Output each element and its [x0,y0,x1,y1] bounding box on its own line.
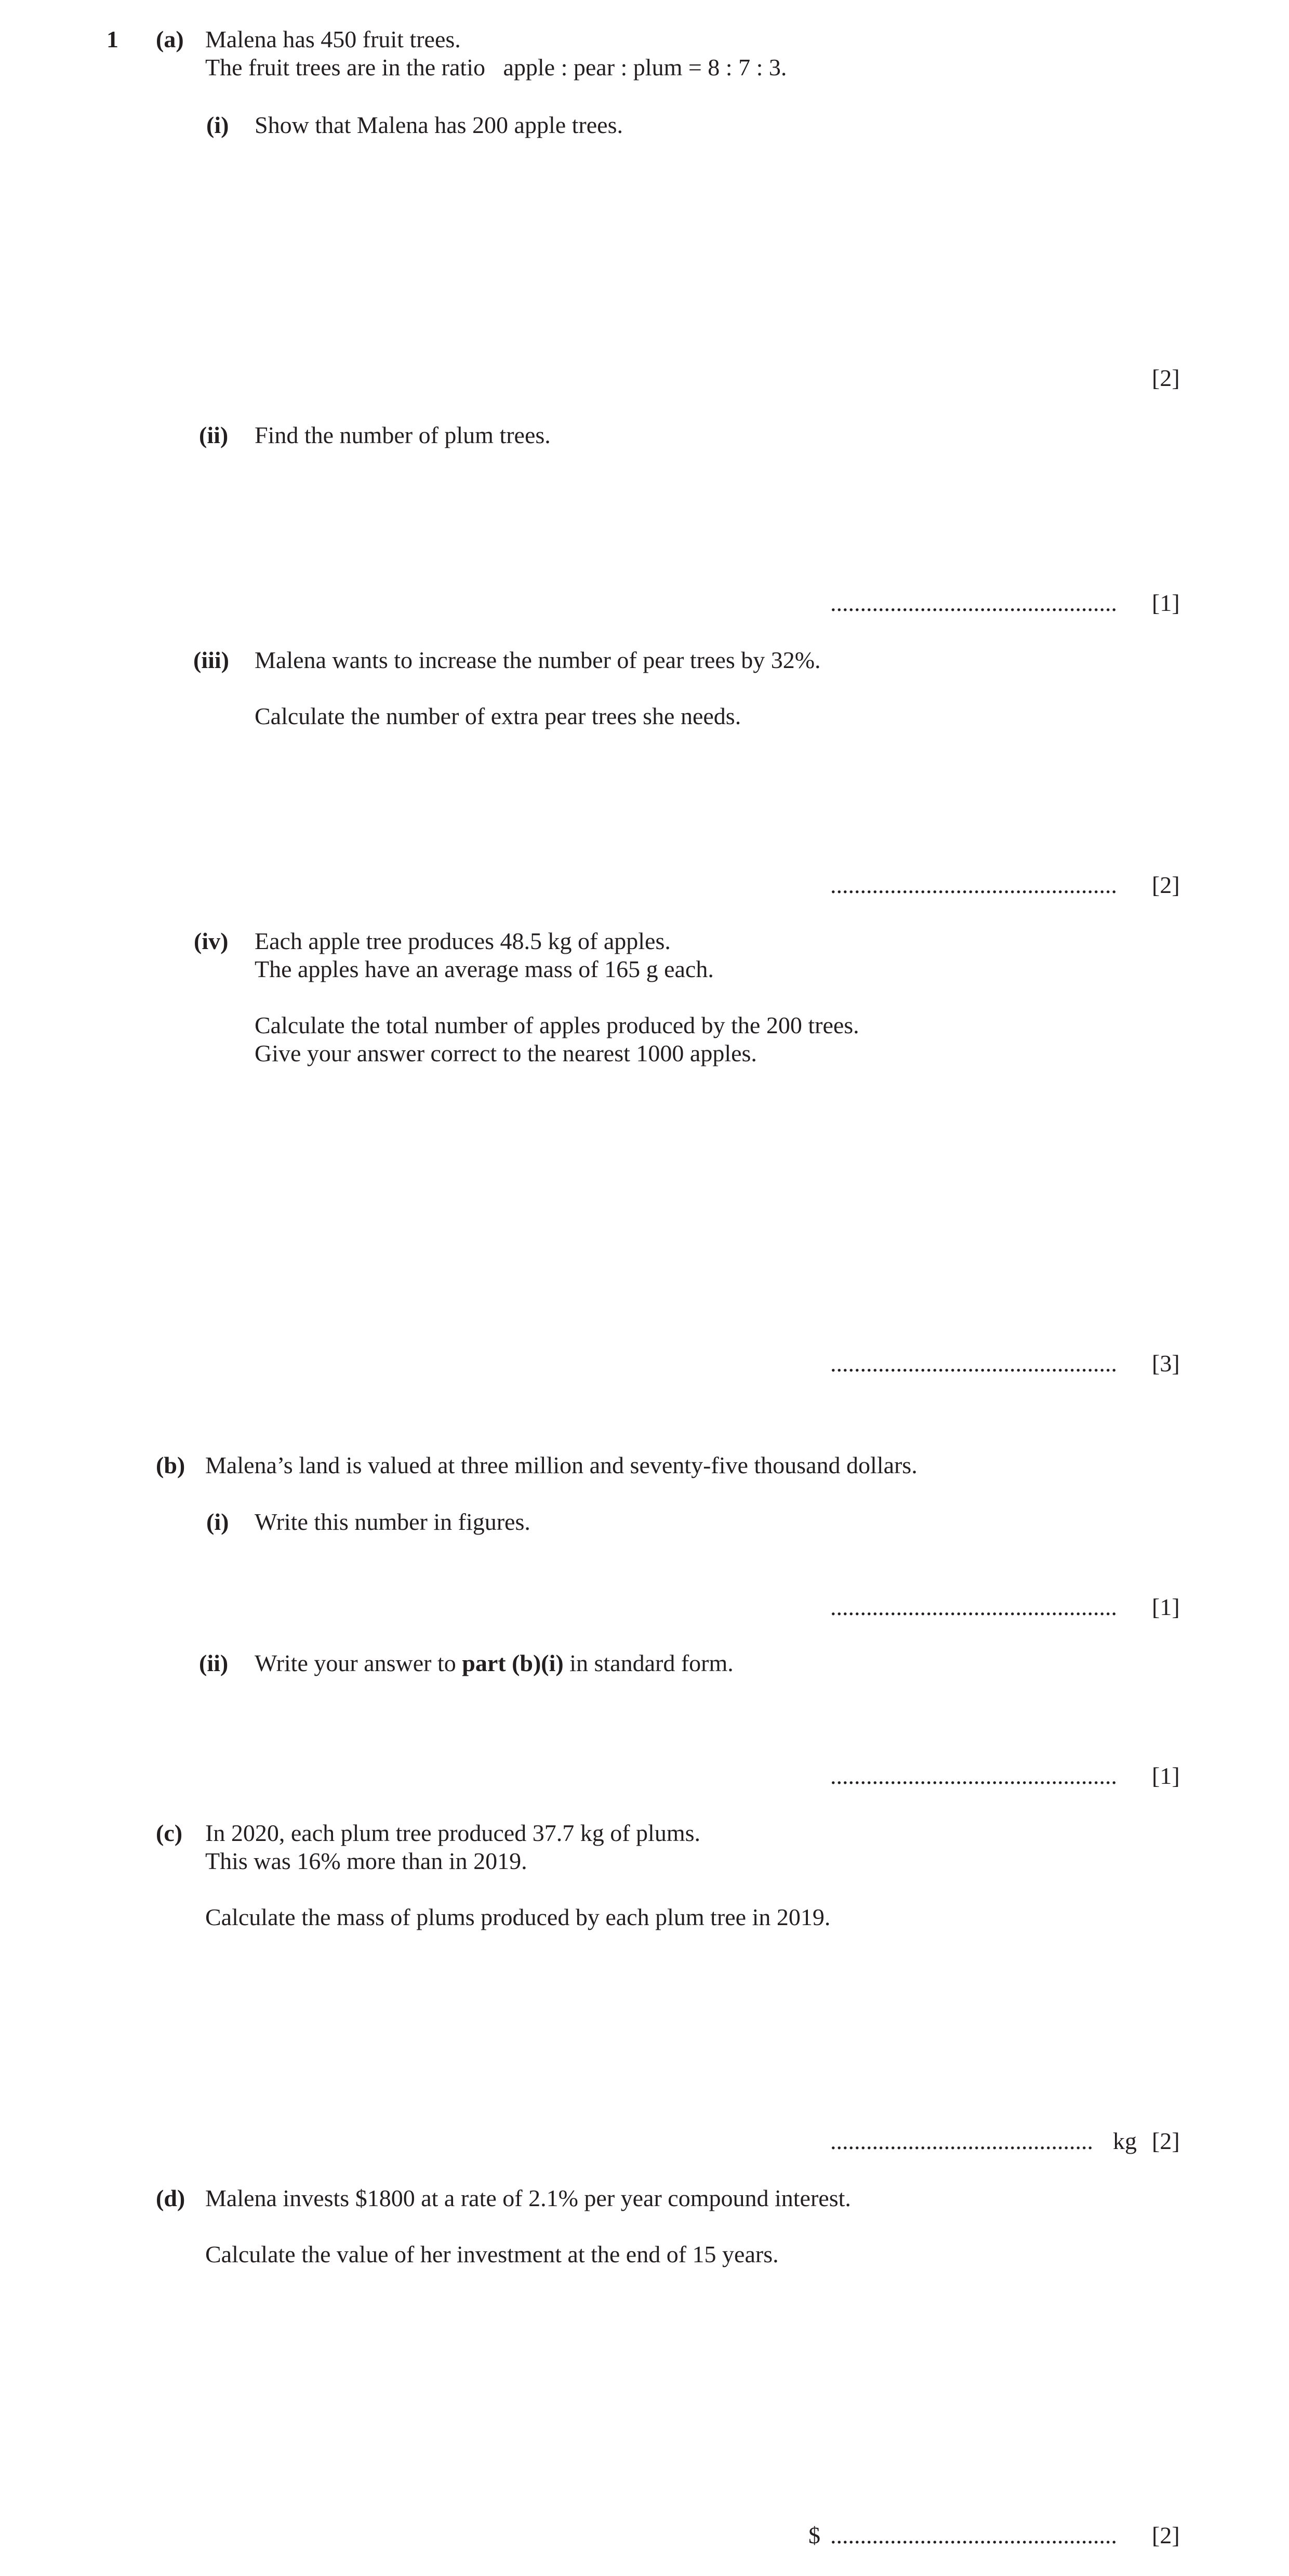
part-a-iv-marks: [3] [1152,1350,1180,1377]
part-c-unit: kg [1113,2128,1137,2154]
part-a-iii-label: (iii) [193,647,229,673]
part-b-ii-label: (ii) [199,1650,229,1676]
part-a-i-text: Show that Malena has 200 apple trees. [255,112,623,138]
part-a-line1: Malena has 450 fruit trees. [205,26,461,52]
part-b-label: (b) [156,1452,185,1478]
part-b-ii-text-bold: part (b)(i) [462,1650,564,1676]
part-a-iii-text2: Calculate the number of extra pear trees she needs. [255,703,741,729]
part-a-iii-answer-line[interactable]: ................................................ [830,872,1117,898]
part-c-marks: [2] [1152,2128,1180,2154]
part-a-ii-text: Find the number of plum trees. [255,422,551,448]
part-a-i-label: (i) [206,112,229,138]
part-a-ii-label: (ii) [199,422,229,448]
part-b-ii-text [255,1649,734,1678]
part-b-i-answer-line[interactable]: ................................................ [830,1594,1117,1620]
part-b-ii-marks: [1] [1152,1763,1180,1789]
part-c-text1: In 2020, each plum tree produced 37.7 kg of plums. [205,1820,700,1846]
part-b-text: Malena’s land is valued at three million and seventy-five thousand dollars. [205,1452,918,1478]
part-c-answer-line[interactable]: ............................................ [830,2128,1093,2154]
part-b-i-marks: [1] [1152,1594,1180,1620]
part-b-i-label: (i) [206,1509,229,1535]
part-d-currency: $ [808,2522,820,2548]
part-a-iv-label: (iv) [194,928,229,954]
part-a-ii-marks: [1] [1152,590,1180,616]
part-d-marks: [2] [1152,2522,1180,2548]
part-a-iv-text2: The apples have an average mass of 165 g each. [255,956,714,982]
part-b-i-text: Write this number in figures. [255,1509,530,1535]
part-c-label: (c) [156,1820,183,1846]
part-b-ii-text-pre: Write your answer to [255,1650,462,1676]
part-a-iii-marks: [2] [1152,872,1180,898]
part-a-iv-text3: Calculate the total number of apples produced by the 200 trees. [255,1012,859,1038]
part-a-iv-text1: Each apple tree produces 48.5 kg of apples. [255,928,671,954]
part-d-text1: Malena invests $1800 at a rate of 2.1% per year compound interest. [205,2185,851,2211]
part-c-text2: This was 16% more than in 2019. [205,1848,527,1874]
part-a-line2: The fruit trees are in the ratio apple : pear : plum = 8 : 7 : 3. [205,54,787,81]
part-a-iv-text4: Give your answer correct to the nearest 1000 apples. [255,1040,757,1066]
question-number: 1 [107,26,118,52]
part-a-i-marks: [2] [1152,365,1180,391]
part-a-ii-answer-line[interactable]: ................................................ [830,590,1117,616]
part-d-text2: Calculate the value of her investment at the end of 15 years. [205,2241,779,2267]
part-d-answer-line[interactable]: ................................................ [830,2522,1117,2548]
part-b-ii-answer-line[interactable]: ................................................ [830,1763,1117,1789]
part-c-text3: Calculate the mass of plums produced by each plum tree in 2019. [205,1904,831,1930]
part-d-label: (d) [156,2185,185,2211]
part-a-iii-text1: Malena wants to increase the number of pear trees by 32%. [255,647,821,673]
part-a-iv-answer-line[interactable]: ................................................ [830,1350,1117,1377]
part-b-ii-text-post: in standard form. [563,1650,734,1676]
part-a-label: (a) [156,26,184,52]
